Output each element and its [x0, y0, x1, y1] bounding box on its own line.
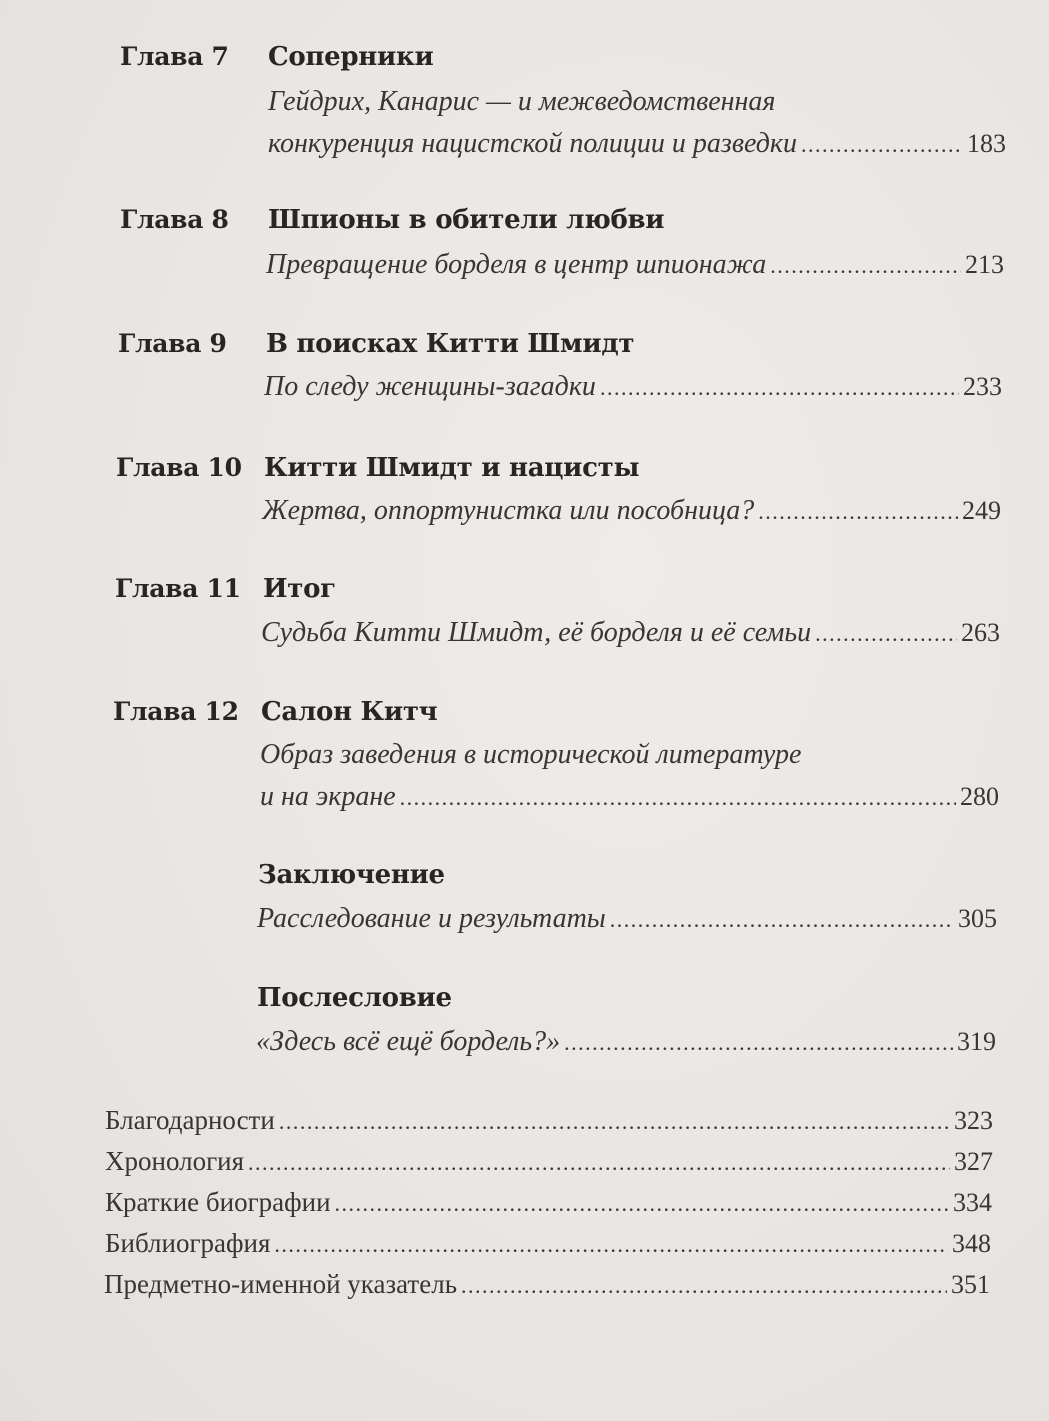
- entry-label: Краткие биографии: [105, 1187, 331, 1217]
- chapter-subtitle-line: [264, 371, 1002, 403]
- page-number: 305: [958, 904, 997, 933]
- dot-leader: [600, 371, 959, 403]
- chapter-title: В поисках Китти Шмидт: [266, 329, 635, 359]
- section-title: Послесловие: [257, 983, 452, 1013]
- chapter-title: Итог: [263, 574, 336, 604]
- page-number: 249: [962, 496, 1001, 525]
- subtitle-text: «Здесь всё ещё бордель?»: [256, 1026, 561, 1057]
- chapter-label: Глава 7: [120, 42, 229, 71]
- subtitle-text: Расследование и результаты: [257, 903, 606, 934]
- subtitle-text: Судьба Китти Шмидт, её борделя и её семьи: [261, 617, 812, 648]
- chapter-label: Глава 8: [120, 205, 229, 234]
- page-number: 348: [952, 1229, 991, 1258]
- page-number: 280: [960, 782, 999, 811]
- chapter-subtitle-line: [261, 617, 1000, 649]
- section-title: Заключение: [258, 860, 445, 890]
- page-number: 263: [961, 618, 1000, 647]
- chapter-subtitle-line: [260, 739, 801, 771]
- chapter-title: Соперники: [268, 42, 434, 72]
- chapter-subtitle-line: [257, 903, 997, 935]
- page-number: 351: [951, 1270, 990, 1299]
- dot-leader: [610, 903, 954, 935]
- chapter-label: Глава 10: [116, 453, 242, 482]
- subtitle-text: конкуренция нацистской полиции и разведки: [268, 128, 797, 159]
- page-number: 233: [963, 372, 1002, 401]
- page-number: 334: [953, 1188, 992, 1217]
- dot-leader: [279, 1105, 950, 1136]
- chapter-label: Глава 12: [113, 697, 239, 726]
- dot-leader: [335, 1187, 949, 1218]
- toc-entry-acknowledgements: [105, 1105, 993, 1136]
- toc-entry-bibliography: [105, 1228, 991, 1259]
- subtitle-text: Жертва, оппортунистка или пособница?: [262, 495, 755, 526]
- chapter-title: Шпионы в обители любви: [268, 205, 665, 235]
- dot-leader: [801, 128, 963, 160]
- toc-entry-chronology: [105, 1146, 993, 1177]
- subtitle-text: Превращение борделя в центр шпионажа: [266, 249, 767, 280]
- subtitle-text: Образ заведения в исторической литературе: [260, 739, 802, 770]
- dot-leader: [770, 249, 961, 281]
- subtitle-text: и на экране: [260, 781, 396, 812]
- chapter-label: Глава 9: [118, 329, 227, 358]
- page-number: 213: [965, 250, 1004, 279]
- entry-label: Библиография: [105, 1228, 271, 1258]
- page-number: 319: [957, 1027, 996, 1056]
- toc-entry-index: [104, 1269, 990, 1300]
- dot-leader: [815, 617, 957, 649]
- chapter-title: Китти Шмидт и нацисты: [264, 453, 640, 483]
- chapter-subtitle-line: [262, 495, 1001, 527]
- entry-label: Хронология: [105, 1146, 245, 1176]
- chapter-subtitle-line: [268, 128, 1006, 160]
- page-number: 327: [954, 1147, 993, 1176]
- dot-leader: [274, 1228, 948, 1259]
- chapter-title: Салон Китч: [261, 697, 438, 727]
- chapter-subtitle-line: [268, 86, 775, 118]
- dot-leader: [564, 1026, 953, 1058]
- chapter-subtitle-line: [266, 249, 1004, 281]
- dot-leader: [461, 1269, 947, 1300]
- entry-label: Благодарности: [105, 1105, 275, 1135]
- chapter-subtitle-line: [256, 1026, 996, 1058]
- dot-leader: [400, 781, 956, 813]
- entry-label: Предметно-именной указатель: [104, 1269, 458, 1299]
- subtitle-text: Гейдрих, Канарис — и межведомственная: [268, 86, 776, 117]
- chapter-label: Глава 11: [115, 574, 241, 603]
- toc-entry-biographies: [105, 1187, 992, 1218]
- dot-leader: [758, 495, 958, 527]
- chapter-subtitle-line: [260, 781, 999, 813]
- page-number: 323: [954, 1106, 993, 1135]
- page-number: 183: [967, 129, 1006, 158]
- subtitle-text: По следу женщины-загадки: [264, 371, 596, 402]
- dot-leader: [248, 1146, 950, 1177]
